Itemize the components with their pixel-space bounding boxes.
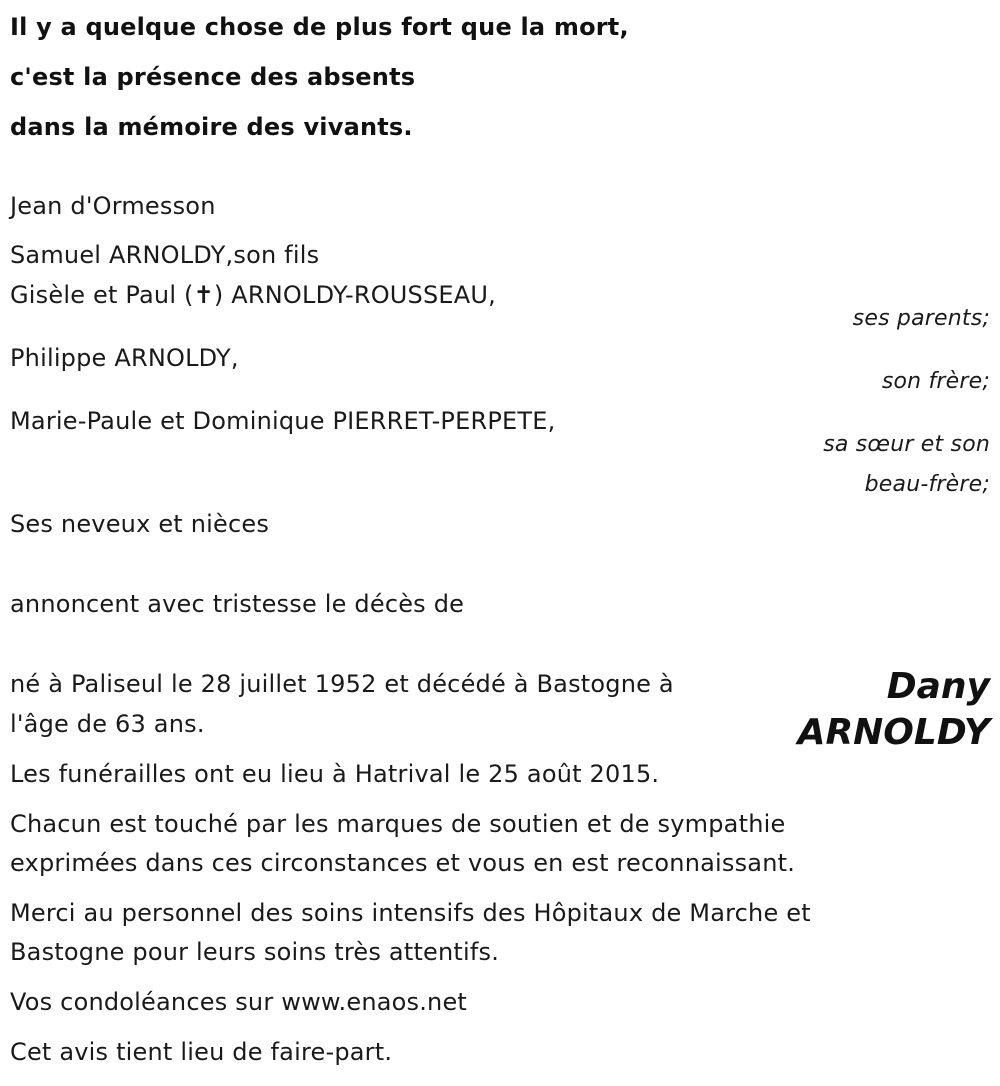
birth-line-1: né à Paliseul le 28 juillet 1952 et décédé à Bastogne à: [10, 670, 674, 698]
notice-text: Cet avis tient lieu de faire-part.: [10, 1038, 393, 1066]
family-son: Samuel ARNOLDY,son fils: [10, 241, 320, 269]
family-nephews: Ses neveux et nièces: [10, 510, 270, 538]
deceased-last-name: ARNOLDY: [797, 712, 990, 753]
family-sister-role-2: beau-frère;: [864, 472, 990, 497]
deceased-first-name: Dany: [886, 666, 990, 707]
quote-line-3: dans la mémoire des vivants.: [10, 113, 413, 141]
birth-line-2: l'âge de 63 ans.: [10, 710, 205, 738]
thanks-1-line-2: exprimées dans ces circonstances et vous en est reconnaissant.: [10, 849, 796, 877]
quote-author: Jean d'Ormesson: [10, 192, 216, 220]
quote-line-2: c'est la présence des absents: [10, 63, 416, 91]
family-sister: Marie-Paule et Dominique PIERRET-PERPETE,: [10, 407, 556, 435]
thanks-2-line-2: Bastogne pour leurs soins très attentifs.: [10, 938, 500, 966]
family-parents: Gisèle et Paul (✝) ARNOLDY-ROUSSEAU,: [10, 281, 497, 309]
family-brother: Philippe ARNOLDY,: [10, 344, 239, 372]
family-sister-role-1: sa sœur et son: [823, 432, 990, 457]
family-brother-role: son frère;: [881, 369, 990, 394]
thanks-1-line-1: Chacun est touché par les marques de soutien et de sympathie: [10, 810, 786, 838]
funeral-info: Les funérailles ont eu lieu à Hatrival le 25 août 2015.: [10, 760, 660, 788]
announcement: annoncent avec tristesse le décès de: [10, 590, 465, 618]
thanks-2-line-1: Merci au personnel des soins intensifs des Hôpitaux de Marche et: [10, 899, 811, 927]
deceased-name: [798, 664, 990, 756]
condolences-link[interactable]: Vos condoléances sur www.enaos.net: [10, 988, 468, 1016]
family-parents-role: ses parents;: [852, 306, 990, 331]
quote-line-1: Il y a quelque chose de plus fort que la mort,: [10, 13, 629, 41]
